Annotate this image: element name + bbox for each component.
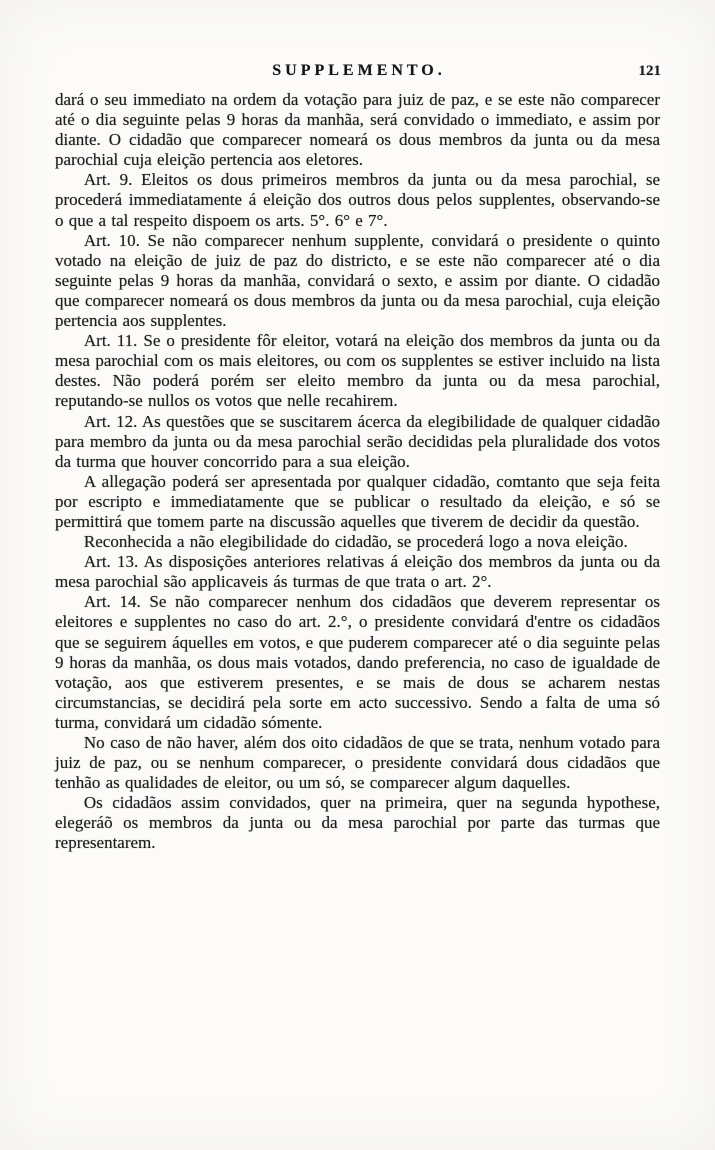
- paragraph-art-11: Art. 11. Se o presidente fôr eleitor, votará na eleição dos membros da junta ou da mesa parochial com os mais eleitores, ou com os supplentes se estiver incluido na lista destes. Não poderá porém ser eleito membro da junta ou da mesa parochial, reputando-se nullos os votos que nelle recahirem.: [55, 331, 660, 411]
- paragraph-os-cidadaos: Os cidadãos assim convidados, quer na primeira, quer na segunda hypothese, elegeráõ os membros da junta ou da mesa parochial por parte das turmas que representarem.: [55, 793, 660, 853]
- paragraph-continuation: dará o seu immediato na ordem da votação para juiz de paz, e se este não comparecer até o dia seguinte pelas 9 horas da manhãa, será convidado o immediato, e assim por diante. O cidadão que comparecer nomeará os dous membros da junta ou da mesa parochial cuja eleição pertencia aos eletores.: [55, 90, 660, 170]
- page-number: 121: [638, 63, 661, 79]
- paragraph-no-caso: No caso de não haver, além dos oito cidadãos de que se trata, nenhum votado para juiz de paz, ou se nenhum comparecer, o presidente convidará dous cidadãos que tenhão as qualidades de eleitor, ou um só, se comparecer algum daquelles.: [55, 733, 660, 793]
- paragraph-art-14: Art. 14. Se não comparecer nenhum dos cidadãos que deverem representar os eleitores e supplentes no caso do art. 2.°, o presidente convidará d'entre os cidadãos que se seguirem áquelles em votos, e que puderem comparecer até o dia seguinte pelas 9 horas da manhãa, os dous mais votados, dando preferencia, no caso de igualdade de votação, aos que estiverem presentes, e se mais de dous se acharem nestas circumstancias, se decidirá pela sorte em acto successivo. Sendo a falta de uma só turma, convidará um cidadão sómente.: [55, 592, 660, 732]
- paragraph-allegacao: A allegação poderá ser apresentada por qualquer cidadão, comtanto que seja feita por escripto e immediatamente que se publicar o resultado da eleição, e só se permittirá que tomem parte na discussão aquelles que tiverem de decidir da questão.: [55, 471, 660, 531]
- paragraph-art-13: Art. 13. As disposições anteriores relativas á eleição dos membros da junta ou da mesa parochial são applicaveis ás turmas de que trata o art. 2°.: [55, 552, 660, 592]
- paragraph-art-10: Art. 10. Se não comparecer nenhum supplente, convidará o presidente o quinto votado na eleição de juiz de paz do districto, e se este não comparecer até o dia seguinte pelas 9 horas da manhãa, convidará o sexto, e assim por diante. O cidadão que comparecer nomeará os dous membros da junta ou da mesa parochial, cuja eleição pertencia aos supplentes.: [55, 230, 660, 331]
- paragraph-art-12: Art. 12. As questões que se suscitarem ácerca da elegibilidade de qualquer cidadão para membro da junta ou da mesa parochial serão decididas pela pluralidade dos votos da turma que houver concorrido para a sua eleição.: [55, 411, 660, 471]
- paragraph-art-9: Art. 9. Eleitos os dous primeiros membros da junta ou da mesa parochial, se procederá immediatamente á eleição dos outros dous pelos supplentes, observando-se o que a tal respeito dispoem os arts. 5°. 6° e 7°.: [55, 170, 660, 230]
- paragraph-reconhecida: Reconhecida a não elegibilidade do cidadão, se procederá logo a nova eleição.: [83, 532, 628, 552]
- running-title: SUPPLEMENTO.: [272, 62, 446, 79]
- body-text: [55, 90, 660, 854]
- page-header: [55, 62, 663, 84]
